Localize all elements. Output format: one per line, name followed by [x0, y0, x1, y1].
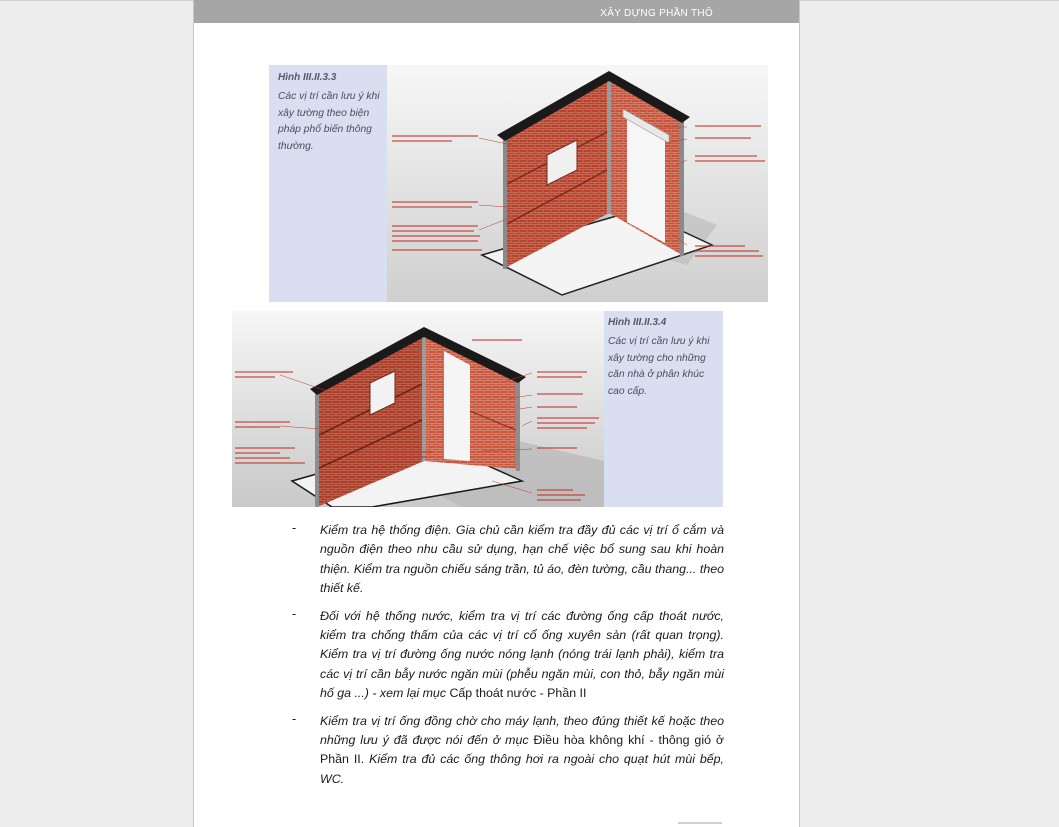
list-item-reference: Điều hòa không khí - thông gió ở Phần II.	[320, 733, 724, 767]
figure-3-4-title: Hình III.II.3.4	[608, 317, 667, 328]
page-header	[194, 0, 799, 23]
bullet-dash: -	[292, 711, 297, 726]
list-item	[292, 521, 724, 599]
checklist	[292, 521, 724, 797]
list-item-text	[320, 521, 724, 599]
figure-3-3	[269, 65, 768, 302]
header-title: XÂY DỰNG PHẦN THÔ	[600, 8, 713, 19]
figure-3-3-title: Hình III.II.3.3	[278, 72, 337, 83]
list-item-text	[320, 607, 724, 704]
document-page	[193, 0, 800, 827]
list-item-reference: Cấp thoát nước - Phần II	[449, 686, 587, 701]
page-footer-mark	[678, 822, 722, 824]
list-item	[292, 712, 724, 790]
list-item-italic: Đối với hệ thống nước, kiểm tra vị trí các đường ống cấp thoát nước, kiểm tra chống thấm của các vị trí cổ ống xuyên sàn (rất quan trọng). Kiểm tra vị trí đường ống nước nóng lạnh (nóng trái lạnh phải), kiểm tra các vị trí cần bẫy nước ngăn mùi (phễu ngăn mùi, con thỏ, bẫy ngăn mùi hố ga ...) - xem lại mục	[320, 608, 724, 701]
bullet-dash: -	[292, 606, 297, 621]
figure-3-3-caption-panel	[269, 65, 387, 302]
list-item-italic: Kiểm tra hệ thống điện. Gia chủ cần kiểm tra đầy đủ các vị trí ổ cắm và nguồn điện theo nhu cầu sử dụng, hạn chế việc bổ sung sau khi hoàn thiện. Kiểm tra nguồn chiếu sáng trần, tủ áo, đèn tường, cầu thang... theo thiết kế.	[320, 523, 724, 596]
list-item-text	[320, 712, 724, 790]
list-item-italic: Kiểm tra vị trí ống đồng chờ cho máy lạnh, theo đúng thiết kế hoặc theo những lưu ý đã được nói đến ở mục	[320, 713, 724, 748]
list-item	[292, 607, 724, 704]
bullet-dash: -	[292, 521, 297, 535]
wall-illustration-premium	[232, 311, 604, 507]
figure-3-3-caption: Các vị trí cần lưu ý khi xây tường theo biện pháp phổ biến thông thường.	[278, 91, 380, 152]
figure-3-4-caption-panel	[604, 311, 723, 507]
wall-illustration-standard	[387, 65, 768, 302]
figure-3-4	[232, 311, 723, 507]
list-item-italic: Kiểm tra đủ các ống thông hơi ra ngoài cho quạt hút mùi bếp, WC.	[320, 752, 724, 786]
figure-3-4-caption: Các vị trí cần lưu ý khi xây tường cho những căn nhà ở phân khúc cao cấp.	[608, 336, 710, 397]
